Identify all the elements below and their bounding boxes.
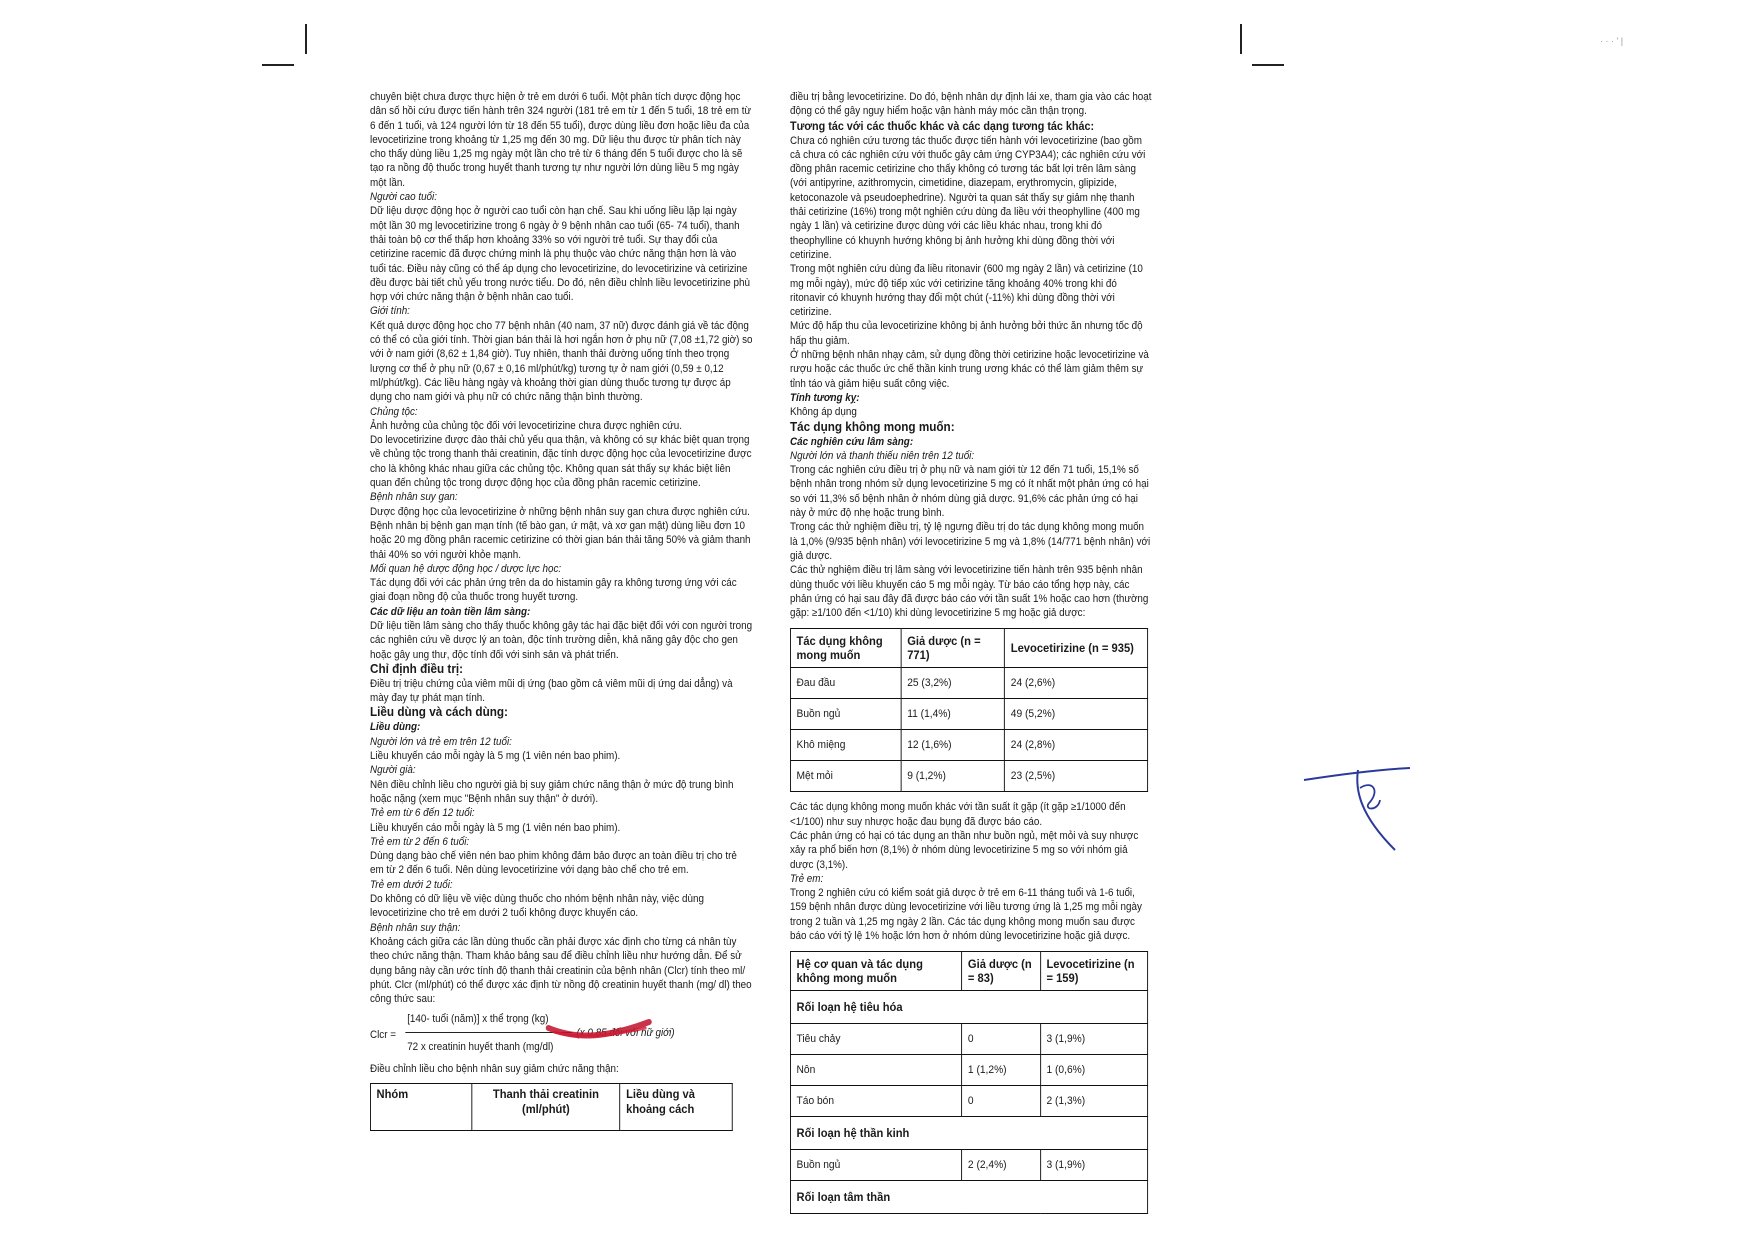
crop-mark-left-vertical: [305, 24, 307, 54]
t2-header-organ: Hệ cơ quan và tác dụng không mong muốn: [790, 952, 961, 991]
subheading-italic: Người già:: [370, 764, 416, 777]
paragraph: Khoảng cách giữa các lần dùng thuốc cần phải được xác định cho từng cá nhân tùy theo chức năng thận. Tham khảo bảng sau để điều chỉnh liều như hướng dẫn. Để sử dụng bảng này cần ước tính độ thanh thải creatinin của bệnh nhân (Clcr) tính theo ml/ phút. Clcr (ml/phút) có thể được xác định từ nồng độ creatinin huyết thanh (mg/ dl) theo công thức sau:: [370, 935, 752, 1006]
table-cell: Đau đầu: [790, 668, 901, 699]
t1-header-placebo: Giả dược (n = 771): [901, 629, 1005, 668]
subsection-heading: Tính tương kỵ:: [790, 391, 860, 404]
table-group-label: Rối loạn hệ thần kinh: [790, 1117, 1147, 1150]
right-column-text-top: [790, 90, 1153, 620]
paragraph: Trong 2 nghiên cứu có kiểm soát giả dược ở trẻ em 6-11 tháng tuổi và 1-6 tuổi, 159 bệnh nhân được dùng levocetirizine với liều tương ứng là 1,25 mg mỗi ngày trong 2 tuần và 1,25 mg ngày 2 lần. Các tác dụng không mong muốn sau được báo cáo với tỷ lệ 1% hoặc lớn hơn ở nhóm dùng levocetirizine hoặc giả dược.: [790, 887, 1142, 943]
table-cell: 11 (1,4%): [901, 699, 1005, 730]
formula-female-note: (x 0,85 đối với nữ giới): [576, 1027, 675, 1040]
table-cell: 2 (1,3%): [1040, 1086, 1147, 1117]
table-group-row: [790, 1117, 1147, 1150]
table-cell: 25 (3,2%): [901, 668, 1005, 699]
formula-numerator: [140- tuổi (năm)] x thể trọng (kg): [407, 1013, 549, 1026]
handwritten-signature: [1300, 740, 1450, 860]
table-row: [790, 1150, 1147, 1181]
paragraph: Điều trị triệu chứng của viêm mũi dị ứng (bao gồm cả viêm mũi dị ứng dai dẳng) và mày đay tự phát mạn tính.: [370, 677, 733, 705]
crop-mark-right-vertical: [1240, 24, 1242, 54]
subsection-heading: Các dữ liệu an toàn tiền lâm sàng:: [370, 605, 531, 618]
table-cell: 24 (2,8%): [1005, 730, 1148, 761]
paragraph: Liều khuyến cáo mỗi ngày là 5 mg (1 viên nén bao phim).: [370, 821, 621, 834]
table-cell: 3 (1,9%): [1040, 1024, 1147, 1055]
subheading-italic: Trẻ em từ 6 đến 12 tuổi:: [370, 807, 475, 820]
subheading-italic: Bệnh nhân suy gan:: [370, 491, 458, 504]
table-cell: 1 (1,2%): [962, 1055, 1041, 1086]
paragraph: Kết quả dược động học cho 77 bệnh nhân (40 nam, 37 nữ) được đánh giá về tác động có thể có của giới tính. Thời gian bán thải là hơi ngắn hơn ở phụ nữ (7,08 ±1,72 giờ) so với ở nam giới (8,62 ± 1,84 giờ). Tuy nhiên, thanh thải đường uống tính theo trọng lượng cơ thể ở phụ nữ (0,67 ± 0,16 ml/phút/kg) tương tự ở nam giới (0,59 ± 0,12 ml/phút/kg). Các liều hàng ngày và khoảng thời gian dùng thuốc tương tự được áp dụng cho nam giới và phụ nữ có chức năng thận bình thường.: [370, 319, 753, 404]
table-group-label: Rối loạn hệ tiêu hóa: [790, 991, 1147, 1024]
adverse-effects-table-adults: [790, 628, 1148, 792]
subheading-italic: Chủng tộc:: [370, 405, 418, 418]
renal-dosing-table: [370, 1083, 733, 1131]
crop-mark-right-horizontal: [1252, 64, 1284, 66]
table-cell: 49 (5,2%): [1005, 699, 1148, 730]
right-column: [790, 90, 1153, 1214]
subsection-heading: Các nghiên cứu lâm sàng:: [790, 435, 914, 448]
paragraph: Chưa có nghiên cứu tương tác thuốc được tiến hành với levocetirizine (bao gồm cả chưa có các nghiên cứu với thuốc gây cảm ứng CYP3A4); các nghiên cứu với đồng phân racemic cetirizine cho thấy không có tương tác bất lợi trên lâm sàng (với antipyrine, azithromycin, cimetidine, diazepam, erythromycin, glipizide, ketoconazole và pseudoephedrine). Người ta quan sát thấy sự giảm nhẹ thanh thải cetirizine (16%) trong một nghiên cứu dùng đa liều với theophylline (400 mg ngày 1 lần) và cetirizine được dùng với các liều khác nhau, trong khi đó theophylline có khuynh hướng không bị ảnh hưởng khi dùng đồng thời với cetirizine.: [790, 134, 1146, 261]
table-cell: 2 (2,4%): [962, 1150, 1041, 1181]
subheading-italic: Giới tính:: [370, 305, 410, 318]
t2-header-placebo: Giả dược (n = 83): [962, 952, 1041, 991]
formula-lhs: Clcr =: [370, 1029, 397, 1042]
table-cell: 0: [962, 1086, 1041, 1117]
paragraph: Các tác dụng không mong muốn khác với tần suất ít gặp (ít gặp ≥1/1000 đến <1/100) như suy nhược hoặc đau bụng đã được báo cáo.: [790, 801, 1126, 828]
formula-denominator: 72 x creatinin huyết thanh (mg/dl): [407, 1041, 554, 1054]
renal-adjustment-intro: Điều chỉnh liều cho bệnh nhân suy giảm chức năng thận:: [370, 1063, 619, 1076]
subheading-italic: Người lớn và thanh thiếu niên trên 12 tuổi:: [790, 449, 975, 462]
subsection-heading: Liều dùng:: [370, 721, 421, 734]
subheading-italic: Bệnh nhân suy thận:: [370, 921, 461, 934]
table-group-row: [790, 991, 1147, 1024]
paragraph: điều trị bằng levocetirizine. Do đó, bệnh nhân dự định lái xe, tham gia vào các hoạt động có thể gây nguy hiểm hoặc vận hành máy móc cần thận trọng.: [790, 91, 1152, 118]
t2-header-levocetirizine: Levocetirizine (n = 159): [1040, 952, 1147, 991]
table-cell: Táo bón: [790, 1086, 961, 1117]
section-heading: Tác dụng không mong muốn:: [790, 419, 955, 434]
t1-header-levocetirizine: Levocetirizine (n = 935): [1005, 629, 1148, 668]
subheading-italic: Trẻ em từ 2 đến 6 tuổi:: [370, 835, 470, 848]
paragraph: Do không có dữ liệu về việc dùng thuốc cho nhóm bệnh nhân này, việc dùng levocetirizine cho trẻ em dưới 2 tuổi không được khuyến cáo.: [370, 893, 704, 920]
table-row: [790, 1024, 1147, 1055]
table-group-row: [790, 1181, 1147, 1214]
table-group-label: Rối loạn tâm thần: [790, 1181, 1147, 1214]
left-column-text: [370, 90, 753, 1006]
section-heading: Tương tác với các thuốc khác và các dạng tương tác khác:: [790, 119, 1095, 133]
creatinine-clearance-formula: [370, 1010, 753, 1060]
table-row: [790, 668, 1147, 699]
adverse-effects-table-children: [790, 951, 1148, 1214]
subheading-italic: Người lớn và trẻ em trên 12 tuổi:: [370, 735, 512, 748]
paragraph: Các thử nghiệm điều trị lâm sàng với levocetirizine tiến hành trên 935 bệnh nhân dùng thuốc với liều khuyến cáo 5 mg mỗi ngày. Từ báo cáo tổng hợp này, các phản ứng có hại sau đây đã được báo cáo với tần suất 1% hoặc cao hơn (thường gặp: ≥1/100 đến <1/10) khi dùng levocetirizine 5 mg hoặc giả dược:: [790, 564, 1149, 620]
corner-marks: · · · ' |: [1600, 36, 1624, 46]
paragraph: chuyên biệt chưa được thực hiện ở trẻ em dưới 6 tuổi. Một phân tích dược động học dân số hồi cứu được tiến hành trên 324 người (181 trẻ em từ 1 đến 5 tuổi, 18 trẻ em từ 6 đến 1 tuổi, và 124 người lớn từ 18 đến 55 tuổi), được dùng liều đơn hoặc liều đa của levocetirizine trong khoảng từ 1,25 mg đến 30 mg. Dữ liệu thu được từ phân tích này cho thấy dùng liều 1,25 mg ngày một lần cho trẻ từ 6 tháng đến 5 tuổi được cho là sẽ tạo ra nồng độ thuốc trong huyết thanh tương tự như người lớn dùng liều 5 mg ngày một lần.: [370, 91, 752, 189]
paragraph: Tác dụng đối với các phản ứng trên da do histamin gây ra không tương ứng với các giai đoạn nồng độ của thuốc trong huyết tương.: [370, 577, 737, 604]
table-cell: Buồn ngủ: [790, 699, 901, 730]
table-row: [790, 761, 1147, 792]
table-row: [790, 1086, 1147, 1117]
section-heading: Chỉ định điều trị:: [370, 661, 464, 676]
paragraph: Trong một nghiên cứu dùng đa liều ritonavir (600 mg ngày 2 lần) và cetirizine (10 mg mỗi ngày), mức độ tiếp xúc với cetirizine tăng khoảng 40% trong khi đó ritonavir có khuynh hướng thay đổi một chút (-11%) khi dùng đồng thời với cetirizine.: [790, 263, 1143, 319]
paragraph: Mức độ hấp thu của levocetirizine không bị ảnh hưởng bởi thức ăn nhưng tốc độ hấp thu giảm.: [790, 320, 1143, 347]
table-cell: 0: [962, 1024, 1041, 1055]
table-cell: 12 (1,6%): [901, 730, 1005, 761]
section-heading: Liều dùng và cách dùng:: [370, 705, 508, 720]
table-row: [790, 1055, 1147, 1086]
paragraph: Do levocetirizine được đào thải chủ yếu qua thận, và không có sự khác biệt quan trọng về chủng tộc trong thanh thải creatinin, đặc tính dược động học của levocetirizine được cho là không khác nhau giữa các chủng tộc. Không quan sát thấy sự khác biệt liên quan đến chủng tộc trong dược động học của đồng phân racemic cetirizine.: [370, 434, 752, 490]
renal-header-group: Nhóm: [370, 1083, 471, 1130]
paragraph: Dùng dạng bào chế viên nén bao phim không đảm bảo được an toàn điều trị cho trẻ em từ 2 đến 6 tuổi. Nên dùng levocetirizine với dạng bào chế cho trẻ em.: [370, 850, 737, 877]
paragraph: Dược động học của levocetirizine ở những bệnh nhân suy gan chưa được nghiên cứu. Bệnh nhân bị bệnh gan mạn tính (tế bào gan, ứ mật, và xơ gan mật) dùng liều đơn 10 hoặc 20 mg đồng phân racemic cetirizine có thời gian bán thải tăng 50% và giảm thanh thải 40% so với người khỏe mạnh.: [370, 505, 751, 561]
paragraph: Các phản ứng có hại có tác dụng an thần như buồn ngủ, mệt mỏi và suy nhược xảy ra phổ biến hơn (8,1%) ở nhóm dùng levocetirizine 5 mg so với nhóm giả dược (3,1%).: [790, 829, 1139, 871]
paragraph: Trong các thử nghiệm điều trị, tỷ lệ ngưng điều trị do tác dụng không mong muốn là 1,0% (9/935 bệnh nhân) với levocetirizine 5 mg và 1,8% (14/771 bệnh nhân) với giả dược.: [790, 521, 1151, 562]
table-row: [370, 1083, 732, 1130]
table-row: [790, 952, 1147, 991]
subheading-italic: Mối quan hệ dược động học / dược lực học:: [370, 562, 562, 575]
t1-header-effect: Tác dụng không mong muốn: [790, 629, 901, 668]
paragraph: Liều khuyến cáo mỗi ngày là 5 mg (1 viên nén bao phim).: [370, 750, 621, 763]
paragraph: Ảnh hưởng của chủng tộc đối với levocetirizine chưa được nghiên cứu.: [370, 419, 682, 432]
paragraph: Trong các nghiên cứu điều trị ở phụ nữ và nam giới từ 12 đến 71 tuổi, 15,1% số bệnh nhân trong nhóm sử dụng levocetirizine 5 mg có ít nhất một phản ứng có hại so với 11,3% số bệnh nhân ở nhóm dùng giả dược. 91,6% các phản ứng có hại này ở mức độ nhẹ hoặc trung bình.: [790, 464, 1149, 520]
table-row: [790, 699, 1147, 730]
table-cell: Nôn: [790, 1055, 961, 1086]
table-cell: Tiêu chảy: [790, 1024, 961, 1055]
paragraph: Ở những bệnh nhân nhạy cảm, sử dụng đồng thời cetirizine hoặc levocetirizine và rượu hoặc các thuốc ức chế thần kinh trung ương khác có thể làm giảm thêm sự tỉnh táo và giảm hiệu suất công việc.: [790, 349, 1149, 390]
left-column: [370, 90, 753, 1131]
table-cell: 9 (1,2%): [901, 761, 1005, 792]
table-row: [790, 730, 1147, 761]
renal-header-clearance: Thanh thải creatinin (ml/phút): [472, 1083, 620, 1130]
table-cell: 23 (2,5%): [1005, 761, 1148, 792]
table-cell: 24 (2,6%): [1005, 668, 1148, 699]
right-column-text-mid: [790, 800, 1153, 943]
table-cell: 1 (0,6%): [1040, 1055, 1147, 1086]
crop-mark-left-horizontal: [262, 64, 294, 66]
paragraph: Dữ liệu dược động học ở người cao tuổi còn hạn chế. Sau khi uống liều lặp lại ngày một lần 30 mg levocetirizine trong 6 ngày ở 9 bệnh nhân cao tuổi (65- 74 tuổi), thanh thải toàn bộ cơ thể thấp hơn khoảng 33% so với người trẻ tuổi. Sự thay đổi của cetirizine racemic đã được chứng minh là phụ thuộc vào chức năng thận hơn là vào tuổi tác. Điều này cũng có thể áp dụng cho levocetirizine, do levocetirizine và cetirizine đều được bài tiết chủ yếu trong nước tiểu. Do đó, nên điều chỉnh liều levocetirizine phù hợp với chức năng thận ở bệnh nhân cao tuổi.: [370, 205, 750, 304]
subheading-italic: Người cao tuổi:: [370, 191, 437, 204]
table-row: [790, 629, 1147, 668]
paragraph: Không áp dụng: [790, 406, 857, 419]
table-cell: Khô miệng: [790, 730, 901, 761]
red-strike-mark: [545, 1014, 657, 1044]
table-cell: Mệt mỏi: [790, 761, 901, 792]
subheading-italic: Trẻ em dưới 2 tuổi:: [370, 878, 453, 891]
table-cell: 3 (1,9%): [1040, 1150, 1147, 1181]
paragraph: Dữ liệu tiền lâm sàng cho thấy thuốc không gây tác hại đặc biệt đối với con người trong các nghiên cứu về dược lý an toàn, độc tính trường diễn, khả năng gây độc cho gen hoặc gây ung thư, độc tính đối với sinh sản và phát triển.: [370, 619, 753, 661]
paragraph: Nên điều chỉnh liều cho người già bị suy giảm chức năng thận ở mức độ trung bình hoặc nặng (xem mục "Bệnh nhân suy thận" ở dưới).: [370, 778, 734, 805]
renal-header-dose: Liều dùng và khoảng cách: [620, 1083, 732, 1130]
subheading-italic: Trẻ em:: [790, 872, 824, 885]
table-cell: Buồn ngủ: [790, 1150, 961, 1181]
